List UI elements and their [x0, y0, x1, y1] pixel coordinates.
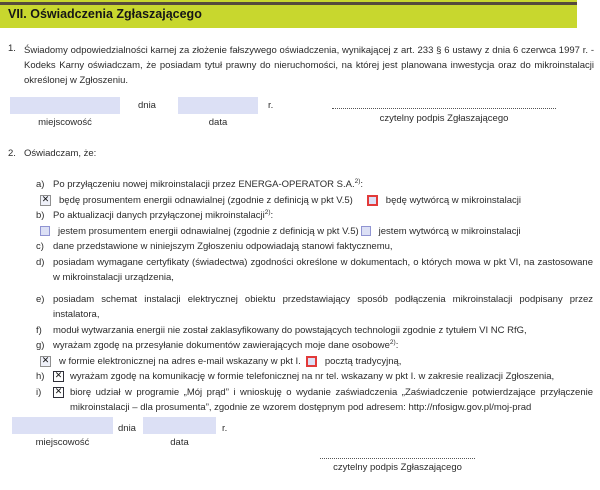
checkbox-jestem-prosumentem[interactable] — [40, 226, 50, 236]
x-mark-icon: ✕ — [54, 386, 63, 397]
checkbox-moj-prad[interactable] — [53, 387, 64, 398]
subitem-c — [36, 239, 593, 255]
header-divider-line — [0, 2, 577, 5]
checkbox-forma-elektroniczna[interactable] — [40, 356, 51, 367]
option-label: pocztą tradycyjną, — [324, 355, 402, 367]
subitem-letter: e) — [36, 293, 45, 305]
option-label: jestem wytwórcą w mikroinstalacji — [378, 225, 521, 237]
item-2-intro: Oświadczam, że: — [24, 148, 97, 159]
subitem-letter: a) — [36, 179, 45, 190]
item-1 — [8, 43, 594, 88]
subitem-g-text: wyrażam zgodę na przesyłanie dokumentów zawierających moje dane osobowe$^{2)}$: — [53, 338, 399, 351]
subitem-a-text: Po przyłączeniu nowej mikroinstalacji przez ENERGA-OPERATOR S.A.$^{2)}$: — [53, 177, 364, 190]
subitem-letter: d) — [36, 256, 45, 268]
podpis-caption: czytelny podpis Zgłaszającego — [379, 113, 509, 124]
podpis-caption: czytelny podpis Zgłaszającego — [333, 462, 462, 473]
x-mark-icon: ✕ — [54, 371, 63, 381]
x-mark-icon: ✕ — [41, 194, 50, 205]
item-number: 2. — [8, 148, 16, 159]
data-caption: data — [170, 437, 189, 448]
data-field[interactable] — [178, 97, 258, 114]
subitem-letter: b) — [36, 210, 45, 221]
option-label: będę prosumentem energii odnawialnej (zgodnie z definicją w pkt V.5) — [59, 194, 353, 206]
signature-block-2 — [0, 417, 600, 487]
subitem-d-text: posiadam wymagane certyfikaty (świadectwa) zgodności określone w dokumentach, o których mowa w pkt VI, na zastosowane w mikroinstalacji urządzenia, — [53, 256, 593, 283]
subitem-letter: g) — [36, 340, 45, 351]
option-label: będę wytwórcą w mikroinstalacji — [385, 194, 521, 206]
r-label: r. — [268, 100, 274, 111]
checkbox-bede-wytworca[interactable] — [367, 195, 378, 206]
subitem-letter: i) — [36, 386, 42, 398]
checkbox-zgoda-telefon[interactable] — [53, 371, 64, 382]
footnote-ref: 2) — [354, 177, 361, 185]
subitem-c-text: dane przedstawione w niniejszym Zgłoszeniu odpowiadają stanowi faktycznemu, — [53, 241, 393, 252]
subitem-g — [36, 338, 593, 354]
subitem-g-options — [40, 354, 593, 370]
x-mark-icon: ✕ — [41, 355, 50, 366]
subitem-b-options — [40, 224, 593, 240]
subitem-letter: f) — [36, 324, 42, 336]
section-title: VII. Oświadczenia Zgłaszającego — [8, 7, 202, 21]
footnote-ref: 2) — [389, 338, 396, 346]
subitem-i — [36, 385, 593, 416]
subitem-h-text: wyrażam zgodę na komunikację w formie telefonicznej na nr tel. wskazany w pkt I. w zakresie realizacji Zgłoszenia, — [70, 371, 555, 382]
subitem-f-text: moduł wytwarzania energii nie został zaklasyfikowany do powstających technologii zgodnie z tytułem VI NC RfG, — [53, 324, 527, 336]
subitem-a — [36, 177, 593, 193]
subitem-i-text: biorę udział w programie „Mój prąd” i wnioskuję o wydanie zaświadczenia „Zaświadczenie potwierdzające przyłączenie mikroinstalacji – dla prosumenta”, zgodnie ze wzorem dostępnym pod adresem: http://nfosigw.gov.pl/moj-prad — [70, 386, 593, 413]
data-caption: data — [208, 117, 228, 128]
item-number: 1. — [8, 43, 16, 54]
checkbox-jestem-wytworca[interactable] — [361, 226, 371, 236]
subitem-b — [36, 208, 593, 224]
subitem-h — [36, 369, 593, 385]
miejscowosc-field[interactable] — [12, 417, 113, 434]
signature-line[interactable] — [320, 447, 475, 459]
subitem-f — [36, 323, 593, 339]
section-header-band — [0, 0, 577, 28]
subitem-d — [36, 255, 593, 286]
declarations-list — [36, 177, 593, 416]
signature-block-1 — [0, 97, 600, 137]
miejscowosc-field[interactable] — [10, 97, 120, 114]
option-label: jestem prosumentem energii odnawialnej (zgodnie z definicją w pkt V.5) — [58, 225, 359, 237]
miejscowosc-caption: miejscowość — [38, 117, 92, 128]
subitem-a-options — [40, 193, 593, 209]
checkbox-bede-prosumentem[interactable] — [40, 195, 51, 206]
item-2 — [8, 148, 594, 159]
footnote-ref: 2) — [264, 208, 271, 216]
subitem-letter: c) — [36, 241, 44, 252]
subitem-letter: h) — [36, 371, 45, 382]
subitem-b-text: Po aktualizacji danych przyłączonej mikroinstalacji$^{2)}$: — [53, 208, 274, 221]
miejscowosc-caption: miejscowość — [35, 437, 90, 448]
r-label: r. — [222, 423, 228, 434]
data-field[interactable] — [143, 417, 216, 434]
option-label: w formie elektronicznej na adres e-mail wskazany w pkt I. — [59, 355, 301, 367]
subitem-e — [36, 292, 593, 323]
subitem-e-text: posiadam schemat instalacji elektrycznej obiektu przedstawiający sposób podłączenia mikroinstalacji podpisany przez instalatora, — [53, 293, 593, 320]
dnia-label: dnia — [138, 100, 156, 111]
signature-line[interactable] — [332, 96, 556, 109]
item-1-text: Świadomy odpowiedzialności karnej za złożenie fałszywego oświadczenia, wynikającej z art. 233 § 6 ustawy z dnia 6 czerwca 1997 r. - Kodeks Karny oświadczam, że posiadam tytuł prawny do nieruchomości, na której jest planowana inwestycja oraz do mikroinstalacji określonej w Zgłoszeniu. — [24, 45, 594, 86]
dnia-label: dnia — [118, 423, 136, 434]
checkbox-poczta-tradycyjna[interactable] — [306, 356, 317, 367]
